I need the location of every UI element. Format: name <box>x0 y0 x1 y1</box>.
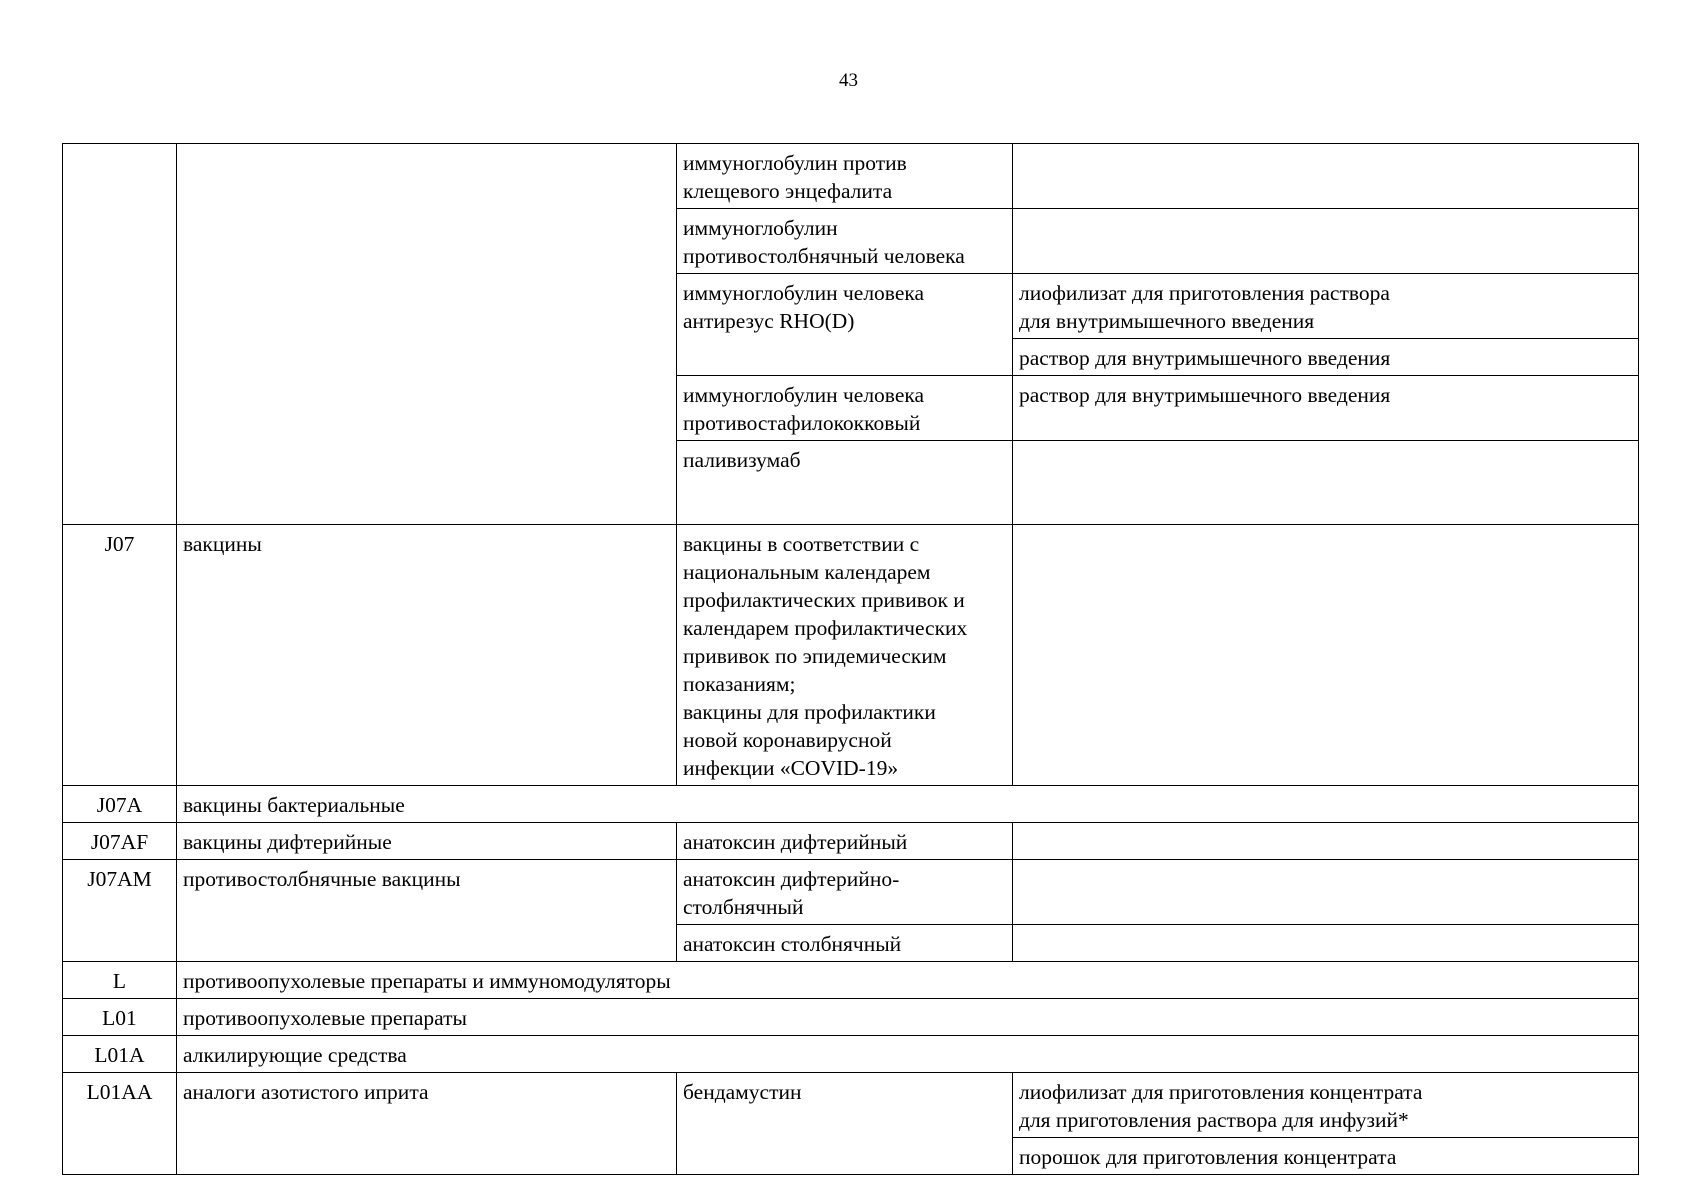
atc-code-cell: L <box>63 962 177 999</box>
table-row <box>63 823 1639 860</box>
drug-cell: иммуноглобулин человека антирезус RHO(D) <box>677 274 1013 376</box>
drug-list-table <box>62 143 1639 1175</box>
group-cell: противостолбнячные вакцины <box>177 860 677 962</box>
table-row <box>63 1036 1639 1073</box>
form-cell <box>1013 525 1639 786</box>
drug-cell: иммуноглобулин человека противостафилококковый <box>677 376 1013 441</box>
form-cell <box>1013 441 1639 525</box>
atc-code-cell: L01 <box>63 999 177 1036</box>
group-cell: противоопухолевые препараты и иммуномодуляторы <box>177 962 1639 999</box>
drug-cell: бендамустин <box>677 1073 1013 1175</box>
group-cell-empty <box>177 144 677 525</box>
group-cell: противоопухолевые препараты <box>177 999 1639 1036</box>
form-cell <box>1013 209 1639 274</box>
group-cell: вакцины <box>177 525 677 786</box>
table-row <box>63 1073 1639 1138</box>
form-cell: раствор для внутримышечного введения <box>1013 376 1639 441</box>
form-cell: лиофилизат для приготовления раствора для внутримышечного введения <box>1013 274 1639 339</box>
drug-cell: анатоксин дифтерийный <box>677 823 1013 860</box>
table-row <box>63 525 1639 786</box>
table-row <box>63 999 1639 1036</box>
atc-code-cell: L01A <box>63 1036 177 1073</box>
drug-cell: анатоксин дифтерийно- столбнячный <box>677 860 1013 925</box>
drug-cell: иммуноглобулин против клещевого энцефалита <box>677 144 1013 209</box>
drug-cell: анатоксин столбнячный <box>677 925 1013 962</box>
code-cell-empty <box>63 144 177 525</box>
form-cell <box>1013 925 1639 962</box>
drug-cell: иммуноглобулин противостолбнячный человека <box>677 209 1013 274</box>
group-cell: алкилирующие средства <box>177 1036 1639 1073</box>
form-cell: порошок для приготовления концентрата <box>1013 1138 1639 1175</box>
atc-code-cell: J07AM <box>63 860 177 962</box>
table-row <box>63 962 1639 999</box>
form-cell <box>1013 144 1639 209</box>
form-cell <box>1013 823 1639 860</box>
drug-cell: паливизумаб <box>677 441 1013 525</box>
group-cell: аналоги азотистого иприта <box>177 1073 677 1175</box>
atc-code-cell: J07 <box>63 525 177 786</box>
table-row <box>63 786 1639 823</box>
atc-code-cell: J07AF <box>63 823 177 860</box>
group-cell: вакцины дифтерийные <box>177 823 677 860</box>
group-cell: вакцины бактериальные <box>177 786 1639 823</box>
table-row <box>63 860 1639 925</box>
drug-cell: вакцины в соответствии с национальным календарем профилактических прививок и календарем профилактических прививок по эпидемическим показаниям; вакцины для профилактики новой коронавирусной инфекции «COVID-19» <box>677 525 1013 786</box>
page-number: 43 <box>839 70 858 91</box>
form-cell <box>1013 860 1639 925</box>
atc-code-cell: J07A <box>63 786 177 823</box>
atc-code-cell: L01AA <box>63 1073 177 1175</box>
table-row <box>63 144 1639 209</box>
form-cell: лиофилизат для приготовления концентрата для приготовления раствора для инфузий* <box>1013 1073 1639 1138</box>
form-cell: раствор для внутримышечного введения <box>1013 339 1639 376</box>
